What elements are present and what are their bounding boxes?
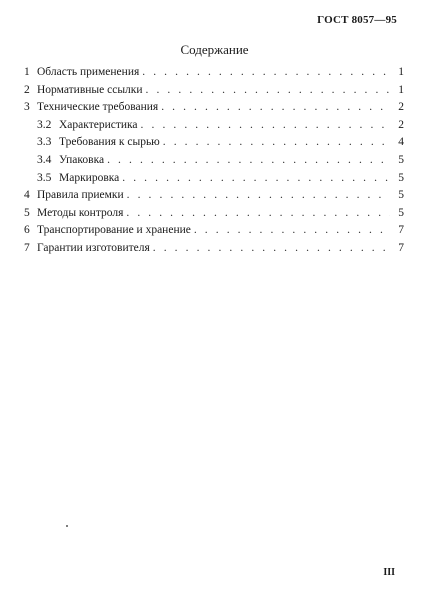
stray-mark [66,525,68,527]
page-title: Содержание [180,42,249,57]
toc-entry-number: 5 [24,206,30,219]
dot-leader [161,101,390,113]
toc-entry-label: Методы контроля [37,206,124,219]
toc-entry-number: 3.2 [37,118,52,131]
toc-entry-number: 1 [24,66,30,78]
toc-entry-page: 5 [398,206,404,219]
toc-entry-number: 7 [24,241,30,254]
toc-entry-label: Упаковка [59,153,105,166]
toc-entry [24,172,404,190]
toc-entry-number: 3.4 [37,153,52,166]
dot-leader [153,242,390,254]
toc-entry [24,66,404,84]
toc-entry-page: 5 [398,171,404,184]
toc-entry-page: 4 [398,136,404,149]
toc-entry-page: 7 [398,224,404,237]
toc-entry-number: 3 [24,101,30,114]
page-number: III [383,567,395,578]
toc-entry-label: Транспортирование и хранение [37,224,191,237]
toc-entry [24,224,404,242]
toc-entry [24,154,404,172]
toc-entry [24,189,404,207]
toc-entry [24,119,404,137]
toc-entry-page: 5 [398,153,404,166]
toc-entry [24,101,404,119]
toc-entry [24,136,404,154]
dot-leader [107,154,390,166]
toc-entry-label: Область применения [37,66,140,78]
toc-entry-page: 1 [398,83,404,96]
dot-leader [146,84,390,96]
toc-entry-page: 5 [398,189,404,202]
dot-leader [141,119,390,131]
table-of-contents [24,66,404,260]
toc-entry-page: 1 [398,66,404,78]
dot-leader [122,172,390,184]
toc-entry-page: 2 [398,101,404,114]
toc-entry-number: 3.5 [37,171,52,184]
document-code: ГОСТ 8057—95 [317,14,397,26]
dot-leader [142,66,390,78]
dot-leader [127,189,390,201]
toc-entry-label: Гарантии изготовителя [37,241,150,254]
toc-entry-label: Маркировка [59,171,120,184]
toc-entry-label: Технические требования [37,101,159,114]
toc-entry-label: Характеристика [59,118,138,131]
dot-leader [194,224,390,236]
toc-entry-label: Правила приемки [37,189,124,202]
toc-entry-number: 3.3 [37,136,52,149]
toc-entry [24,242,404,260]
toc-entry-number: 6 [24,224,30,237]
toc-entry-label: Нормативные ссылки [37,83,143,96]
toc-entry-label: Требования к сырью [59,136,160,149]
toc-entry-page: 7 [398,241,404,254]
toc-entry-number: 4 [24,189,30,202]
toc-entry [24,207,404,225]
dot-leader [126,207,390,219]
toc-entry-number: 2 [24,83,30,96]
dot-leader [163,136,390,148]
toc-entry-page: 2 [398,118,404,131]
toc-entry [24,84,404,102]
